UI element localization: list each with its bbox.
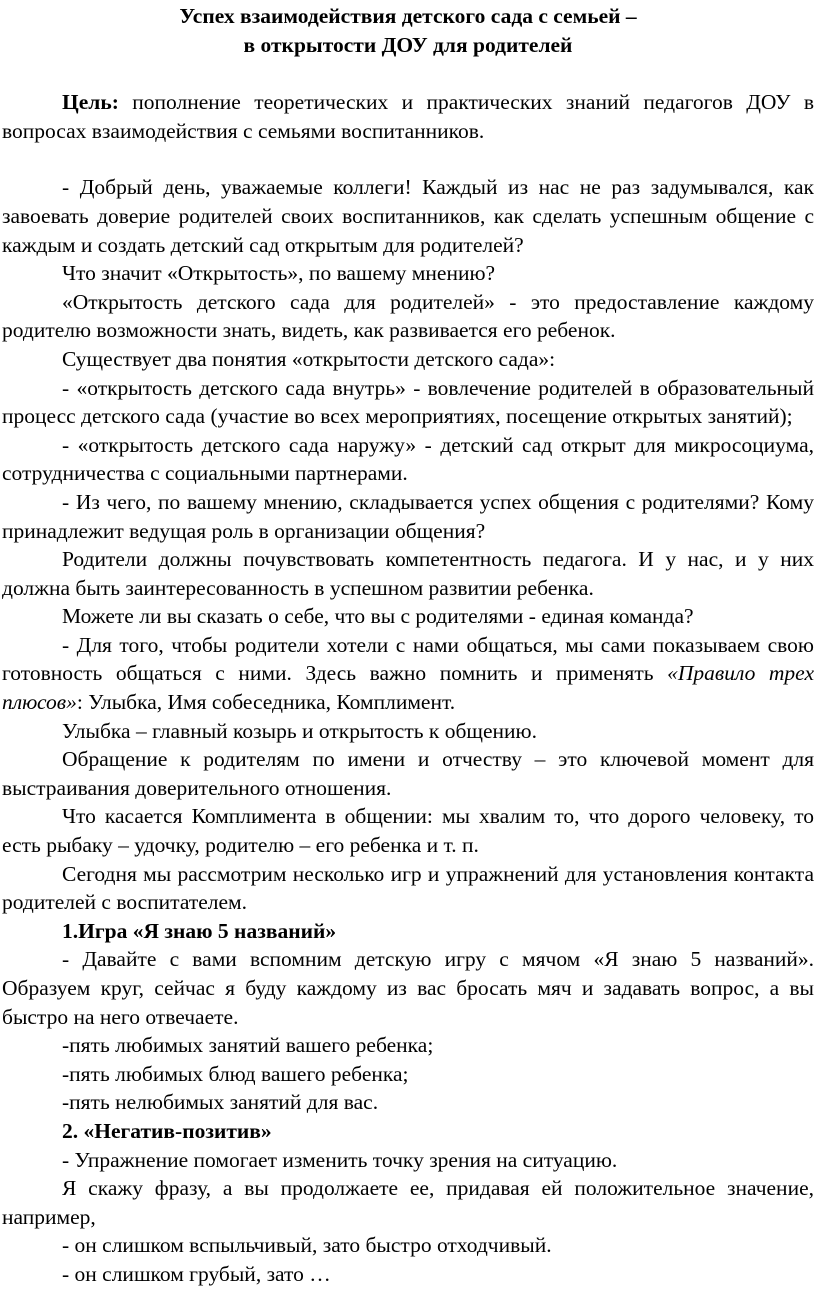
three-pluses-lead: - Для того, чтобы родители хотели с нами общаться, мы сами показываем свою готовность общаться с ними. Здесь важно помнить и применять [2, 632, 814, 686]
game-2-instruction: Я скажу фразу, а вы продолжаете ее, придавая ей положительное значение, например, [2, 1176, 814, 1229]
goal-paragraph [2, 88, 814, 145]
name-address-paragraph: Обращение к родителям по имени и отчеству – это ключевой момент для выстраивания доверительного отношения. [2, 747, 814, 800]
greeting-paragraph: - Добрый день, уважаемые коллеги! Каждый из нас не раз задумывался, как завоевать доверие родителей своих воспитанников, как сделать успешным общение с каждым и создать детский сад открытым для родителей? [2, 175, 814, 257]
goal-text: пополнение теоретических и практических знаний педагогов ДОУ в вопросах взаимодействия с семьями воспитанников. [2, 90, 814, 143]
games-intro-paragraph: Сегодня мы рассмотрим несколько игр и упражнений для установления контакта родителей с воспитателем. [2, 861, 814, 915]
team-question: Можете ли вы сказать о себе, что вы с родителями - единая команда? [62, 604, 694, 629]
two-concepts-intro: Существует два понятия «открытости детского сада»: [62, 346, 556, 371]
game-2-heading: 2. «Негатив-позитив» [62, 1118, 272, 1143]
three-pluses-paragraph [2, 631, 814, 717]
game-2-example: - он слишком грубый, зато … [62, 1261, 331, 1286]
success-question: - Из чего, по вашему мнению, складывается успех общения с родителями? Кому принадлежит ведущая роль в организации общения? [2, 489, 814, 543]
game-1-item: -пять нелюбимых занятий для вас. [62, 1090, 379, 1115]
document-title-line-2: в открытости ДОУ для родителей [243, 32, 573, 57]
smile-paragraph: Улыбка – главный козырь и открытость к общению. [62, 718, 537, 743]
game-2-intro: - Упражнение помогает изменить точку зрения на ситуацию. [62, 1147, 618, 1172]
three-pluses-list: : Улыбка, Имя собеседника, Комплимент. [76, 690, 456, 715]
goal-label: Цель: [62, 90, 119, 115]
game-2-example: - он слишком вспыльчивый, зато быстро отходчивый. [62, 1233, 552, 1258]
three-pluses-rule: «Правило трех плюсов» [2, 661, 814, 715]
game-1-item: -пять любимых занятий вашего ребенка; [62, 1033, 434, 1058]
document-title-line-1: Успех взаимодействия детского сада с семьей – [179, 4, 637, 28]
game-1-item: -пять любимых блюд вашего ребенка; [62, 1061, 409, 1086]
openness-inward: - «открытость детского сада внутрь» - вовлечение родителей в образовательный процесс детского сада (участие во всех мероприятиях, посещение открытых занятий); [2, 375, 814, 429]
openness-definition: «Открытость детского сада для родителей» - это предоставление каждому родителю возможности знать, видеть, как развивается его ребенок. [2, 289, 814, 343]
compliment-paragraph: Что касается Комплимента в общении: мы хвалим то, что дорого человеку, то есть рыбаку – удочку, родителю – его ребенка и т. п. [2, 804, 814, 858]
game-1-heading: 1.Игра «Я знаю 5 названий» [62, 918, 337, 943]
openness-question: Что значит «Открытость», по вашему мнению? [62, 261, 496, 286]
competence-paragraph: Родители должны почувствовать компетентность педагога. И у нас, и у них должна быть заинтересованность в успешном развитии ребенка. [2, 547, 814, 600]
openness-outward: - «открытость детского сада наружу» - детский сад открыт для микросоциума, сотрудничества с социальными партнерами. [2, 432, 814, 486]
game-1-intro: - Давайте с вами вспомним детскую игру с мячом «Я знаю 5 названий». Образуем круг, сейчас я буду каждому из вас бросать мяч и задавать вопрос, а вы быстро на него отвечаете. [2, 947, 814, 1029]
